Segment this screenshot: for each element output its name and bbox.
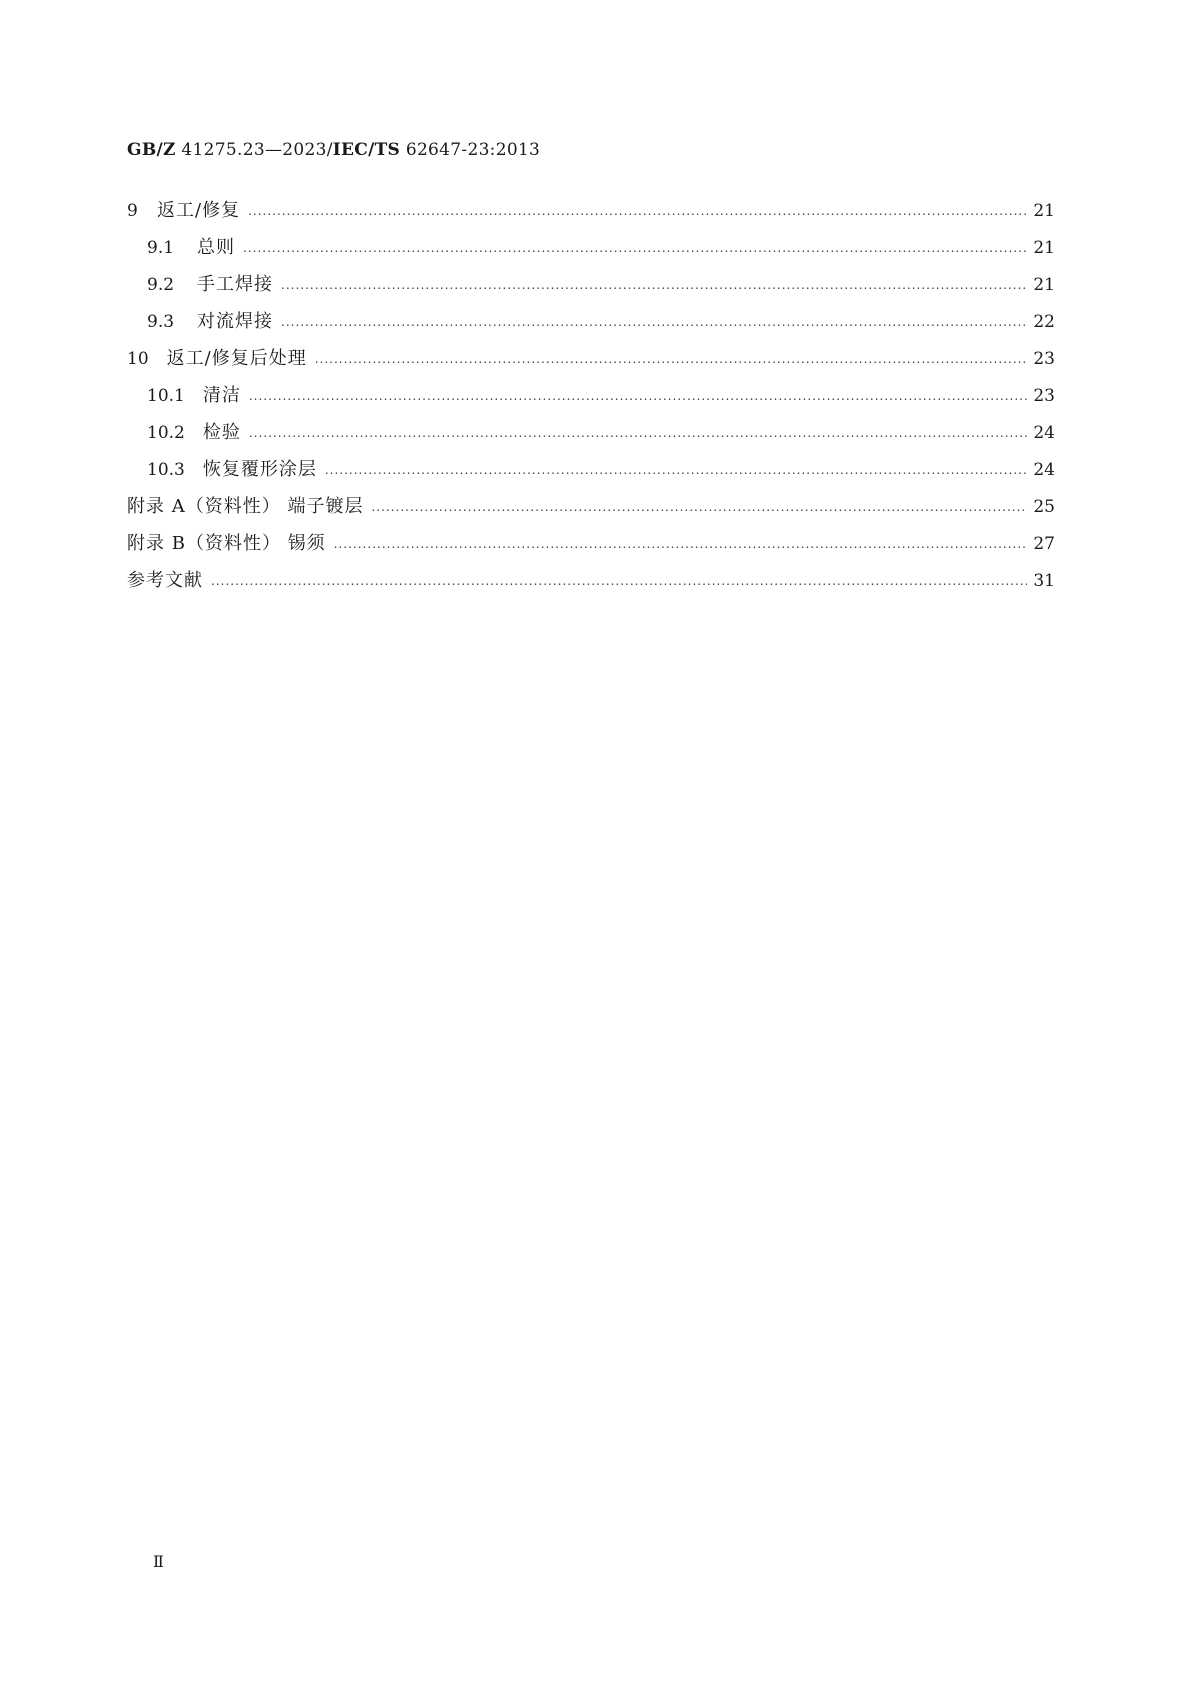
toc-leader-dots	[248, 204, 1027, 218]
toc-leader-dots	[243, 241, 1027, 255]
toc-title: 返工/修复	[157, 200, 241, 221]
toc-entry-10[interactable]	[127, 344, 1055, 381]
document-header	[127, 140, 540, 160]
toc-leader-dots	[281, 315, 1027, 329]
toc-page-number: 31	[1033, 571, 1055, 591]
toc-leader-dots	[211, 574, 1027, 588]
standard-iec-number: 62647-23:2013	[400, 140, 541, 160]
toc-leader-dots	[249, 389, 1027, 403]
toc-title: 对流焊接	[197, 311, 273, 332]
toc-entry-appendix-a[interactable]	[127, 492, 1055, 529]
toc-number: 9.1	[147, 238, 175, 258]
toc-title: 附录 B（资料性） 锡须	[127, 533, 326, 554]
toc-page-number: 24	[1033, 423, 1055, 443]
toc-entry-appendix-b[interactable]	[127, 529, 1055, 566]
page-number-footer: Ⅱ	[153, 1552, 164, 1571]
toc-page-number: 27	[1033, 534, 1055, 554]
toc-page-number: 25	[1033, 497, 1055, 517]
toc-page-number: 23	[1033, 386, 1055, 406]
toc-entry-9[interactable]	[127, 196, 1055, 233]
toc-page-number: 21	[1033, 275, 1055, 295]
toc-title: 检验	[202, 422, 241, 443]
toc-title: 清洁	[202, 385, 241, 406]
toc-entry-9-2[interactable]	[127, 270, 1055, 307]
toc-entry-9-1[interactable]	[127, 233, 1055, 270]
toc-number: 10.3	[147, 460, 185, 480]
toc-leader-dots	[334, 537, 1027, 551]
toc-page-number: 23	[1033, 349, 1055, 369]
toc-title: 总则	[197, 237, 235, 258]
toc-entry-9-3[interactable]	[127, 307, 1055, 344]
toc-leader-dots	[249, 426, 1027, 440]
toc-entry-10-3[interactable]	[127, 455, 1055, 492]
toc-page-number: 21	[1033, 238, 1055, 258]
toc-title: 恢复覆形涂层	[202, 459, 317, 480]
standard-number: 41275.23—2023/	[175, 140, 333, 160]
standard-prefix: GB/Z	[127, 140, 176, 160]
toc-number: 9.2	[147, 275, 175, 295]
toc-title: 附录 A（资料性） 端子镀层	[127, 496, 364, 517]
standard-iec-prefix: IEC/TS	[332, 140, 401, 160]
toc-page-number: 21	[1033, 201, 1055, 221]
toc-number: 10.2	[147, 423, 185, 443]
toc-page-number: 24	[1033, 460, 1055, 480]
toc-leader-dots	[371, 500, 1027, 514]
toc-number: 10	[127, 349, 149, 369]
toc-leader-dots	[315, 352, 1027, 366]
toc-entry-10-2[interactable]	[127, 418, 1055, 455]
toc-leader-dots	[281, 278, 1027, 292]
toc-title: 手工焊接	[197, 274, 273, 295]
toc-page-number: 22	[1033, 312, 1055, 332]
toc-entry-10-1[interactable]	[127, 381, 1055, 418]
toc-number: 10.1	[147, 386, 185, 406]
toc-title: 返工/修复后处理	[166, 348, 307, 369]
toc-title: 参考文献	[127, 570, 203, 591]
toc-number: 9.3	[147, 312, 175, 332]
toc-leader-dots	[325, 463, 1027, 477]
toc-number: 9	[127, 201, 138, 221]
table-of-contents	[127, 196, 1055, 603]
toc-entry-references[interactable]	[127, 566, 1055, 603]
